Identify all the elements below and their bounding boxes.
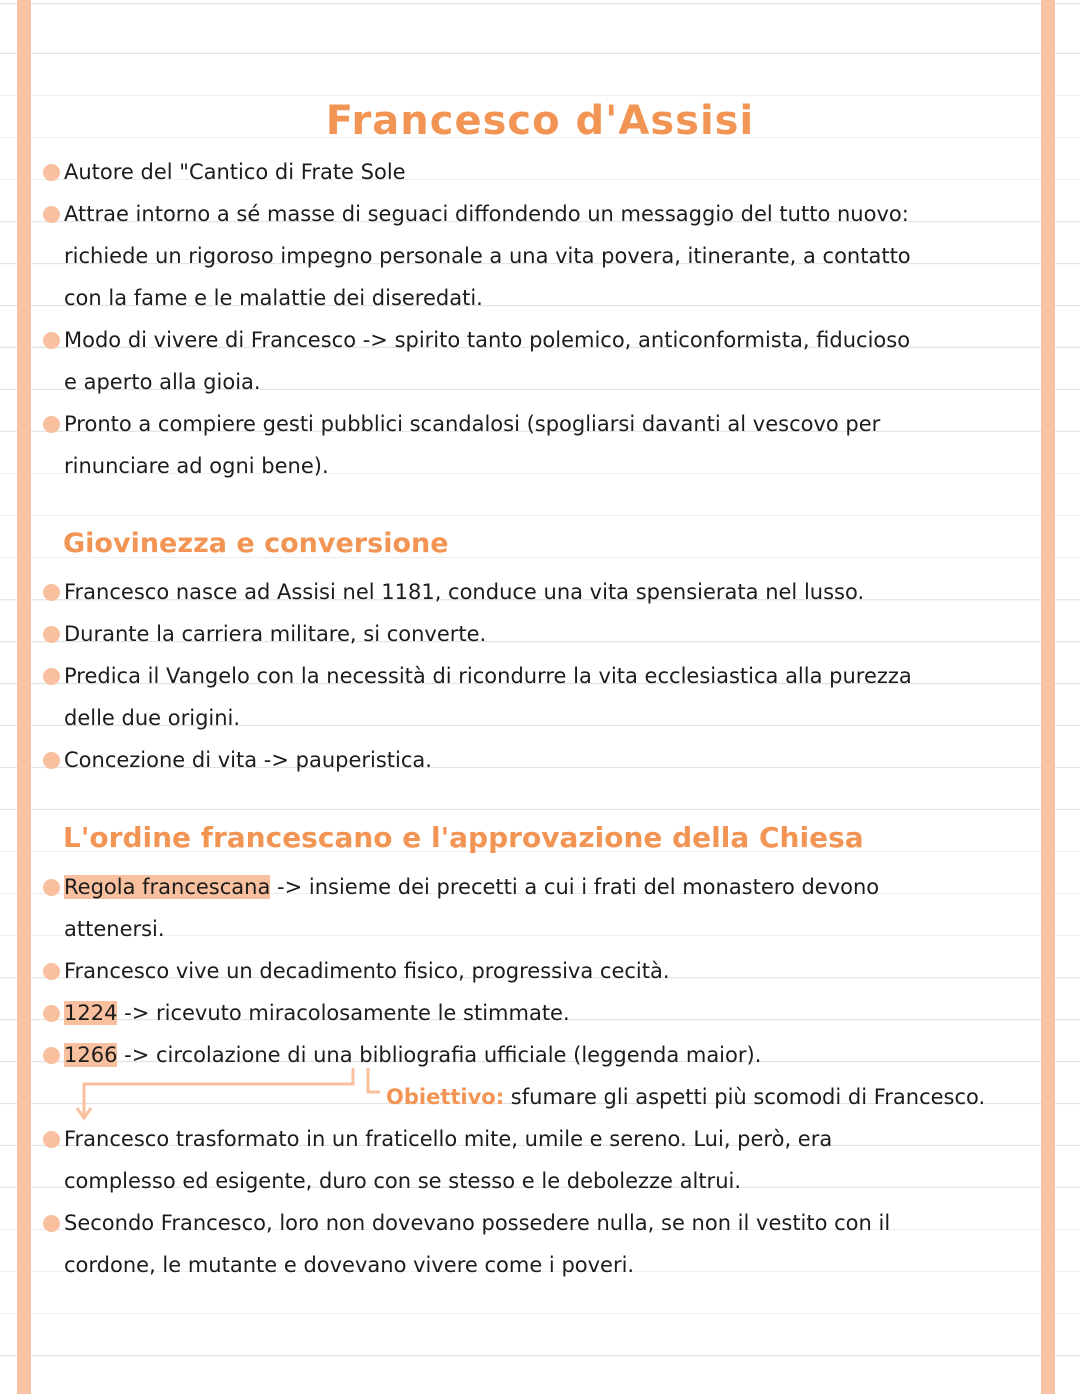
note-line — [386, 1076, 1036, 1118]
note-text: -> insieme dei precetti a cui i frati del monastero devono — [270, 875, 880, 899]
bullet-dot — [43, 206, 60, 223]
note-text: -> circolazione di una bibliografia ufficiale (leggenda maior). — [117, 1043, 762, 1067]
page-title: Francesco d'Assisi — [325, 98, 755, 144]
highlighted-term: Regola francescana — [64, 875, 271, 899]
note-line: Secondo Francesco, loro non dovevano possedere nulla, se non il vestito con il — [64, 1211, 891, 1235]
section-heading: L'ordine francescano e l'approvazione della Chiesa — [63, 821, 864, 854]
note-line: Modo di vivere di Francesco -> spirito tanto polemico, anticonformista, fiducioso — [64, 328, 911, 352]
note-line: e aperto alla gioia. — [64, 370, 261, 394]
bullet-dot — [43, 1215, 60, 1232]
note-line: cordone, le mutante e dovevano vivere come i poveri. — [64, 1253, 635, 1277]
highlighted-year: 1224 — [64, 1001, 118, 1025]
bullet-dot — [43, 332, 60, 349]
note-line: Durante la carriera militare, si converte. — [64, 622, 487, 646]
note-line — [64, 866, 1029, 908]
note-line: con la fame e le malattie dei diseredati. — [64, 286, 483, 310]
bullet-dot — [43, 626, 60, 643]
left-margin-line — [17, 0, 31, 1394]
note-line: rinunciare ad ogni bene). — [64, 454, 329, 478]
bullet-dot — [43, 1131, 60, 1148]
bullet-dot — [43, 1047, 60, 1064]
note-line: Concezione di vita -> pauperistica. — [64, 748, 432, 772]
note-line: Attrae intorno a sé masse di seguaci diffondendo un messaggio del tutto nuovo: — [64, 202, 909, 226]
note-line: Predica il Vangelo con la necessità di ricondurre la vita ecclesiastica alla purezza — [64, 664, 912, 688]
objective-label: Obiettivo: — [386, 1085, 505, 1109]
bullet-dot — [43, 879, 60, 896]
note-line: Autore del "Cantico di Frate Sole — [64, 160, 406, 184]
bullet-dot — [43, 668, 60, 685]
note-line: Francesco vive un decadimento fisico, progressiva cecità. — [64, 959, 670, 983]
right-arrow-line — [368, 1068, 380, 1092]
note-line: complesso ed esigente, duro con se stesso e le debolezze altrui. — [64, 1169, 742, 1193]
note-line: delle due origini. — [64, 706, 241, 730]
bullet-dot — [43, 1005, 60, 1022]
note-line: attenersi. — [64, 917, 165, 941]
note-line: Pronto a compiere gesti pubblici scandalosi (spogliarsi davanti al vescovo per — [64, 412, 881, 436]
note-line: richiede un rigoroso impegno personale a una vita povera, itinerante, a contatto — [64, 244, 911, 268]
bullet-dot — [43, 752, 60, 769]
connector-arrows — [72, 1064, 392, 1124]
note-text: sfumare gli aspetti più scomodi di Francesco. — [504, 1085, 986, 1109]
right-margin-line — [1041, 0, 1055, 1394]
bullet-dot — [43, 584, 60, 601]
section-heading: Giovinezza e conversione — [63, 528, 449, 559]
bullet-dot — [43, 164, 60, 181]
highlighted-year: 1266 — [64, 1043, 118, 1067]
note-line — [64, 992, 1029, 1034]
bullet-dot — [43, 963, 60, 980]
note-line: Francesco nasce ad Assisi nel 1181, conduce una vita spensierata nel lusso. — [64, 580, 865, 604]
note-text: -> ricevuto miracolosamente le stimmate. — [117, 1001, 570, 1025]
down-arrow-line — [84, 1068, 353, 1116]
bullet-dot — [43, 416, 60, 433]
note-line: Francesco trasformato in un fraticello mite, umile e sereno. Lui, però, era — [64, 1127, 833, 1151]
